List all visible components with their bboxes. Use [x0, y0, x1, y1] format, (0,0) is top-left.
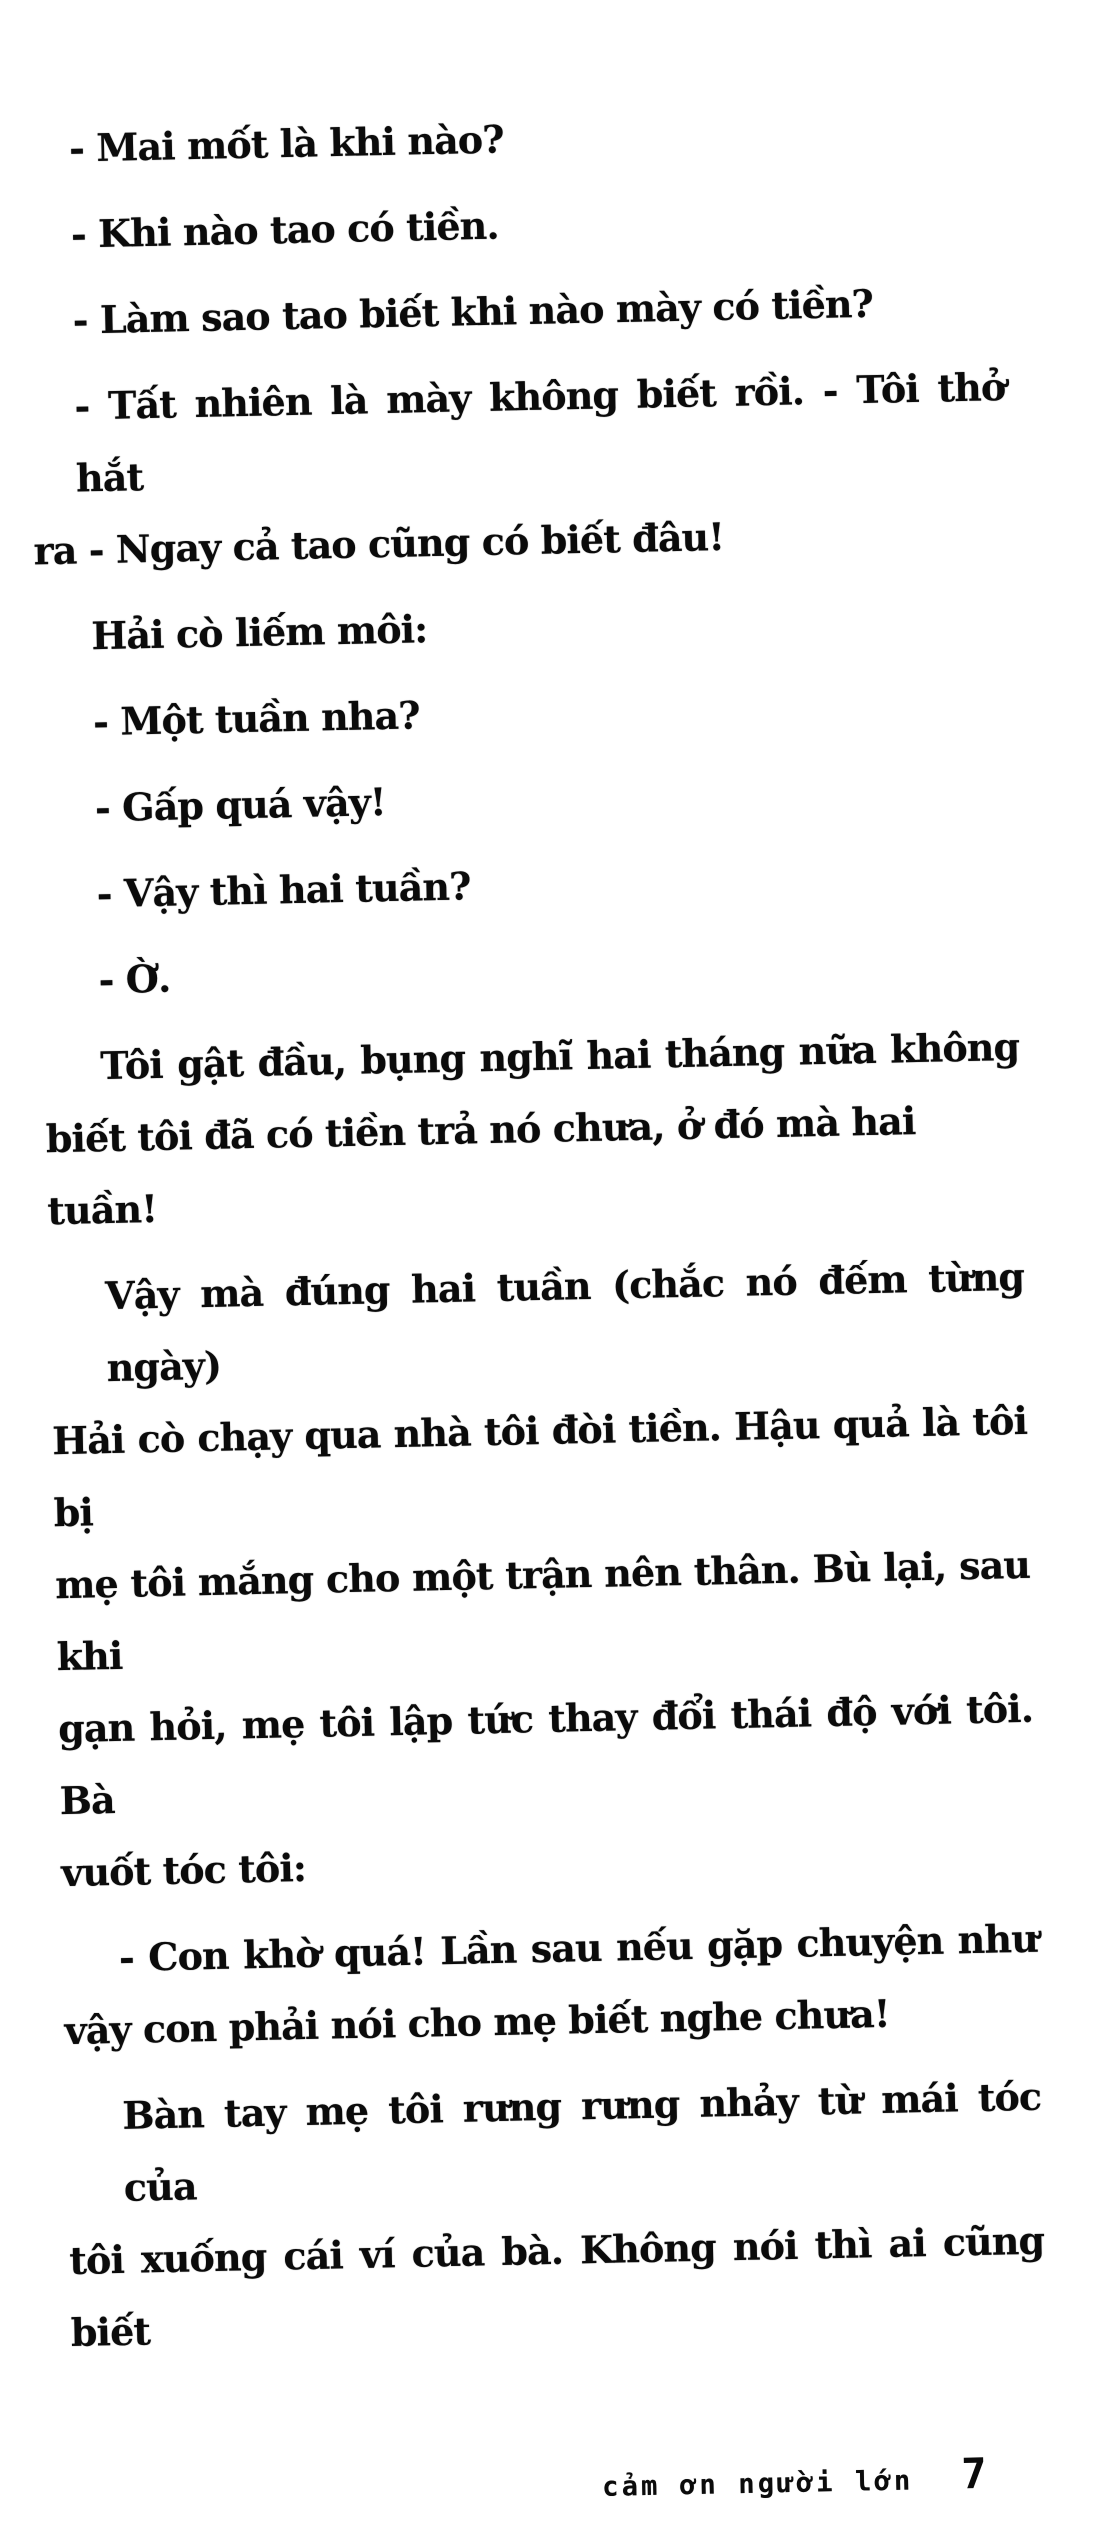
- text-line: - Con khờ quá! Lần sau nếu gặp chuyện như: [118, 1915, 1039, 1980]
- page-footer: [74, 2442, 1120, 2530]
- text-line: vuốt tóc tôi:: [60, 1845, 307, 1896]
- running-title: cảm ơn người lớn: [601, 2465, 914, 2503]
- text-line: ra - Ngay cả tao cũng có biết đâu!: [33, 513, 725, 574]
- text-line: Hải cò liếm môi:: [90, 606, 428, 659]
- page-text: [22, 0, 1046, 2369]
- text-line: Bàn tay mẹ tôi rưng rưng nhảy từ mái tóc của: [121, 2073, 1042, 2210]
- text-line: tôi xuống cái ví của bà. Không nói thì ai cũng biết: [68, 2217, 1045, 2356]
- text-line: biết tôi đã có tiền trả nó chưa, ở đó mà hai tuần!: [45, 1098, 916, 1234]
- text-line: - Một tuần nha?: [92, 692, 421, 745]
- text-line: - Ờ.: [98, 955, 171, 1003]
- text-line: Vậy mà đúng hai tuần (chắc nó đếm từng ngày): [104, 1253, 1025, 1391]
- text-line: - Vậy thì hai tuần?: [96, 863, 471, 917]
- text-line: - Làm sao tao biết khi nào mày có tiền?: [72, 280, 874, 343]
- text-line: - Mai mốt là khi nào?: [68, 116, 505, 171]
- text-line: mẹ tôi mắng cho một trận nên thân. Bù lại, sau khi: [54, 1541, 1031, 1680]
- text-line: gạn hỏi, mẹ tôi lập tức thay đổi thái độ với tôi. Bà: [57, 1685, 1034, 1824]
- text-line: - Tất nhiên là mày không biết rồi. - Tôi thở hắt: [74, 364, 1006, 501]
- text-line: vậy con phải nói cho mẹ biết nghe chưa!: [64, 1990, 891, 2054]
- text-line: - Gấp quá vậy!: [94, 779, 387, 831]
- text-line: Tôi gật đầu, bụng nghĩ hai tháng nữa không: [99, 1023, 1020, 1089]
- text-line: - Khi nào tao có tiền.: [70, 202, 500, 257]
- page-number: 7: [960, 2448, 988, 2499]
- text-line: Hải cò chạy qua nhà tôi đòi tiền. Hậu quả là tôi bị: [51, 1397, 1028, 1536]
